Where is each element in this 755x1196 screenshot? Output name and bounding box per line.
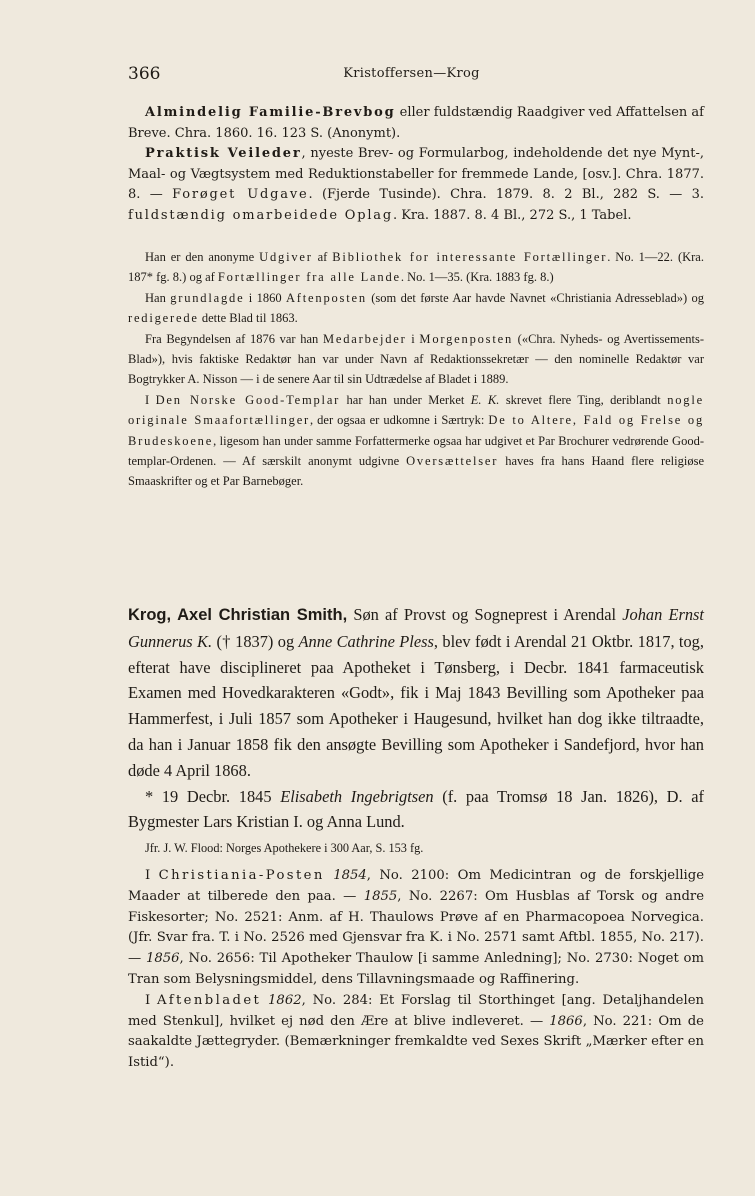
references-block xyxy=(128,866,704,1074)
wife-name: Elisabeth Ingebrigtsen xyxy=(280,786,434,806)
note-paragraph: Fra Begyndelsen af 1876 var han Medarbejder i Morgenposten («Chra. Nyheds- og Avertissements-Blad»), hvis faktiske Redaktør han var under Navn af Redaktionssekretær — den nominelle Redaktør var Bogtrykker A. Nisson — i de senere Aar til sin Udtrædelse af Bladet i 1889. xyxy=(128,331,704,387)
reference-paragraph: I Aftenbladet 1862, No. 284: Et Forslag til Storthinget [ang. Detaljhandelen med Stenkul], hvilket ej nød den Ære at blive indleveret. — 1866, No. 221: Om de saakaldte Jættegryder. (Bemærkninger fremkaldte ved Sexes Skrift „Mærker efter en Istid“). xyxy=(128,992,704,1071)
page-number: 366 xyxy=(128,64,161,84)
newspaper-title: Aftenbladet xyxy=(157,992,262,1008)
edition-title: fuldstændig omarbeidede Oplag xyxy=(128,207,393,223)
running-head: Kristoffersen—Krog xyxy=(343,66,480,81)
biography-entry xyxy=(128,602,704,835)
edition-title: Forøget Udgave xyxy=(172,187,309,202)
mother-name: Anne Cathrine Pless xyxy=(298,631,434,651)
note-paragraph: Han er den anonyme Udgiver af Bibliothek for interessante Fortællinger. No. 1—22. (Kra. 187* fg. 8.) og af Fortællinger fra alle Lande. No. 1—35. (Kra. 1883 fg. 8.) xyxy=(128,250,704,285)
bibliography-block xyxy=(128,103,704,226)
work-title: Almindelig Familie-Brevbog xyxy=(145,105,396,120)
newspaper-title: Christiania-Posten xyxy=(158,868,325,883)
marriage-paragraph: * 19 Decbr. 1845 Elisabeth Ingebrigtsen (f. paa Tromsø 18 Jan. 1826), D. af Bygmester Lars Kristian I. og Anna Lund. xyxy=(128,786,704,832)
bibliography-item: Praktisk Veileder, nyeste Brev- og Formularbog, indeholdende det nye Mynt-, Maal- og Vægtsystem med Reduktionstabeller for fremmede Lande, [osv.]. Chra. 1877. 8. — Forøget Udgave. (Fjerde Tusinde). Chra. 1879. 8. 2 Bl., 282 S. — 3. fuldstændig omarbeidede Oplag. Kra. 1887. 8. 4 Bl., 272 S., 1 Tabel. xyxy=(128,146,705,223)
notes-block xyxy=(128,247,704,492)
note-paragraph: Han grundlagde i 1860 Aftenposten (som det første Aar havde Navnet «Christiania Adresseblad») og redigerede dette Blad til 1863. xyxy=(128,290,704,326)
work-title: Praktisk Veileder xyxy=(145,146,302,161)
biography-paragraph: Krog, Axel Christian Smith, Søn af Provst og Sogneprest i Arendal Johan Ernst Gunnerus K. († 1837) og Anne Cathrine Pless, blev født i Arendal 21 Oktbr. 1817, tog, efterat have disciplineret paa Apotheket i Tønsberg, i Decbr. 1841 farmaceutisk Examen med Hovedkarakteren «Godt», fik i Maj 1843 Bevilling som Apotheker paa Hammerfest, i Juli 1857 som Apotheker i Haugesund, hvilket han dog ikke tiltraadte, da han i Januar 1858 fik den ansøgte Bevilling som Apotheker i Sandefjord, hvor han døde 4 April 1868. xyxy=(128,605,704,780)
reference-paragraph: I Christiania-Posten 1854, No. 2100: Om Medicintran og de forskjellige Maader at tilberede den paa. — 1855, No. 2267: Om Husblas af Torsk og andre Fiskesorter; No. 2521: Anm. af H. Thaulows Prøve af en Pharmacopoea Norvegica. (Jfr. Svar fra. T. i No. 2526 med Gjensvar fra K. i No. 2571 samt Aftbl. 1855, No. 217). — 1856, No. 2656: Til Apotheker Thaulow [i samme Anledning]; No. 2730: Noget om Tran som Belysningsmiddel, dens Tillavningsmaade og Raffinering. xyxy=(128,868,705,987)
page-header xyxy=(128,64,695,88)
entry-headword: Krog, Axel Christian Smith, xyxy=(128,606,348,624)
bibliography-item: Almindelig Familie-Brevbog eller fuldstændig Raadgiver ved Affattelsen af Breve. Chra. 1860. 16. 123 S. (Anonymt). xyxy=(128,105,704,141)
note-paragraph: I Den Norske Good-Templar har han under Merket E. K. skrevet flere Ting, deriblandt nogle originale Smaafortællinger, der ogsaa er udkomne i Særtryk: De to Altere, Fald og Frelse og Brudeskoene, ligesom han under samme Forfattermerke ogsaa har udgivet et Par Brochurer vedrørende Good-templar-Ordenen. — Af særskilt anonymt udgivne Oversættelser haves fra hans Haand flere religiøse Smaaskrifter og et Par Barnebøger. xyxy=(128,392,704,489)
father-name: Johan Ernst Gunnerus K. xyxy=(128,605,704,651)
source-reference: Jfr. J. W. Flood: Norges Apothekere i 300 Aar, S. 153 fg. xyxy=(145,841,424,855)
